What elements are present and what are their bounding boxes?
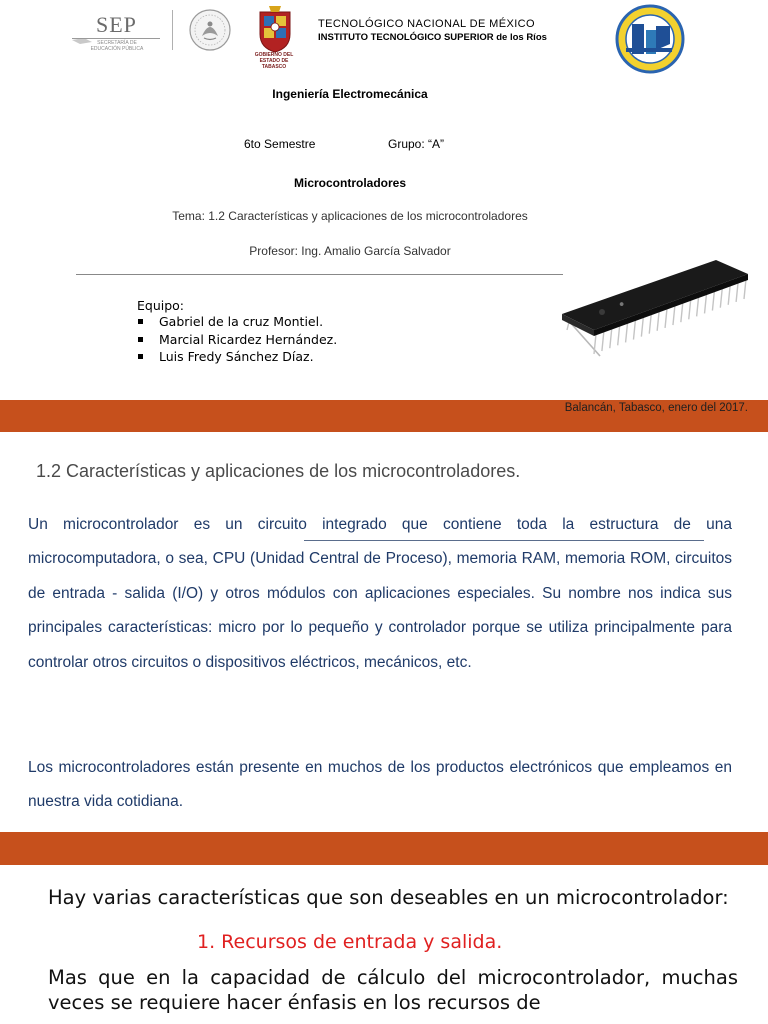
team-member: Marcial Ricardez Hernández. <box>137 332 337 350</box>
team-title: Equipo: <box>137 298 185 313</box>
slide2-paragraph-2: Los microcontroladores están presente en muchos de los productos electrónicos que empleamos en nuestra vida cotidiana. <box>28 759 732 811</box>
place-date: Balancán, Tabasco, enero del 2017. <box>564 402 748 414</box>
text-underline <box>304 540 704 541</box>
semester-label: 6to Semestre <box>244 137 316 151</box>
svg-text:●: ● <box>618 300 625 308</box>
microcontroller-chip-image <box>556 254 756 362</box>
logo-divider <box>172 10 173 50</box>
teacher-line: Profesor: Ing. Amalio García Salvador <box>249 244 451 258</box>
tabasco-shield-icon <box>256 4 294 56</box>
cover-slide <box>0 0 768 414</box>
mexico-seal-icon <box>188 8 232 52</box>
sep-subtitle: SECRETARÍA DE EDUCACIÓN PÚBLICA <box>90 40 144 52</box>
institution-line-1: TECNOLÓGICO NACIONAL DE MÉXICO <box>318 18 535 30</box>
slide2-paragraph-1: Un microcontrolador es un circuito integrado que contiene toda la estructura de una microcomputadora, o sea, CPU (Unidad Central de Proceso), memoria RAM, memoria ROM, circuitos de entrada - salida (I/O) y otros módulos con aplicaciones especiales. Su nombre nos indica sus principales características: micro por lo pequeño y controlador porque se utiliza principalmente para controlar otros circuitos o dispositivos eléctricos, mecánicos, etc. <box>28 516 732 671</box>
subject-title: Microcontroladores <box>293 176 407 190</box>
group-label: Grupo: “A” <box>388 137 445 151</box>
slide3-intro: Hay varias características que son deseables en un microcontrolador: <box>48 886 729 909</box>
team-member: Luis Fredy Sánchez Díaz. <box>137 349 337 367</box>
itsr-logo-icon <box>612 4 688 74</box>
tabasco-subtitle: GOBIERNO DEL ESTADO DE TABASCO <box>254 52 294 70</box>
slide3-item-1: 1. Recursos de entrada y salida. <box>197 931 503 953</box>
sep-divider <box>72 38 160 39</box>
sep-logo-text: SEP <box>96 12 137 37</box>
team-member: Gabriel de la cruz Montiel. <box>137 314 337 332</box>
team-list <box>137 314 337 367</box>
institution-line-2: INSTITUTO TECNOLÓGICO SUPERIOR de los Ríos <box>318 32 547 43</box>
topic-line: Tema: 1.2 Características y aplicaciones de los microcontroladores <box>172 209 528 223</box>
cover-divider <box>76 274 563 275</box>
career-title: Ingeniería Electromecánica <box>272 87 428 101</box>
slide2-footer-band <box>0 832 768 865</box>
slide2-title: 1.2 Características y aplicaciones de los microcontroladores. <box>36 461 521 481</box>
slide3-paragraph: Mas que en la capacidad de cálculo del microcontrolador, muchas veces se requiere hacer énfasis en los recursos de <box>48 966 738 1014</box>
